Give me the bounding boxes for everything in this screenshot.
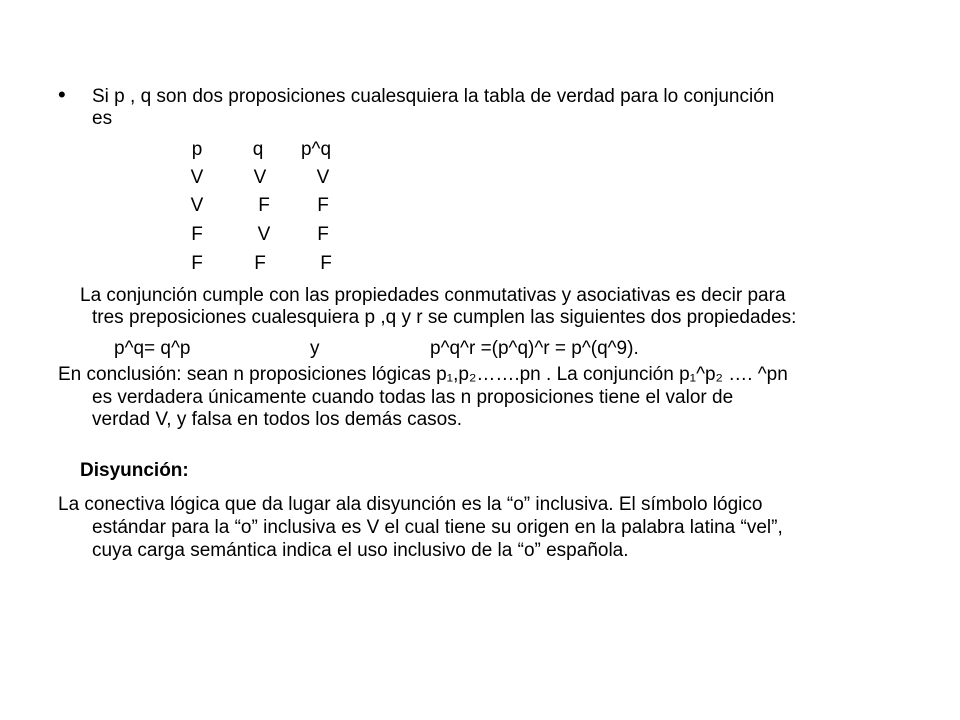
properties-line-2: tres preposiciones cualesquiera p ,q y r se cumplen las siguientes dos propiedades: [92,307,797,328]
disjunction-line-3: cuya carga semántica indica el uso inclusivo de la “o” española. [92,540,629,561]
conclusion-line-1: En conclusión: sean n proposiciones lógicas p₁,p₂…….pn . La conjunción p₁^p₂ …. ^pn [58,364,788,385]
formula-connector: y [310,338,320,359]
disjunction-heading: Disyunción: [80,460,189,481]
conclusion-line-2: es verdadera únicamente cuando todas las n proposiciones tiene el valor de [92,387,734,408]
formula-associative: p^q^r =(p^q)^r = p^(q^9). [430,338,639,359]
table-cell: F [317,195,329,216]
table-cell: F [258,195,270,216]
bullet-marker: • [58,82,66,107]
table-cell: V [190,167,204,188]
table-cell: F [191,224,203,245]
conclusion-line-3: verdad V, y falsa en todos los demás casos. [92,409,463,430]
table-cell: F [320,253,332,274]
table-header-q: q [252,139,264,160]
disjunction-line-1: La conectiva lógica que da lugar ala disyunción es la “o” inclusiva. El símbolo lógico [58,494,763,515]
table-cell: V [316,167,330,188]
table-header-pq: p^q [300,139,332,160]
table-cell: V [190,195,204,216]
table-cell: V [257,224,271,245]
disjunction-line-2: estándar para la “o” inclusiva es V el cual tiene su origen en la palabra latina “vel”, [92,517,783,538]
formula-commutative: p^q= q^p [114,338,191,359]
table-cell: F [191,253,203,274]
intro-line-1: Si p , q son dos proposiciones cualesquiera la tabla de verdad para lo conjunción [92,86,775,107]
intro-line-2: es [92,108,113,129]
table-cell: F [254,253,266,274]
table-cell: F [317,224,329,245]
properties-line-1: La conjunción cumple con las propiedades conmutativas y asociativas es decir para [80,285,786,306]
table-cell: V [253,167,267,188]
table-header-p: p [191,139,203,160]
